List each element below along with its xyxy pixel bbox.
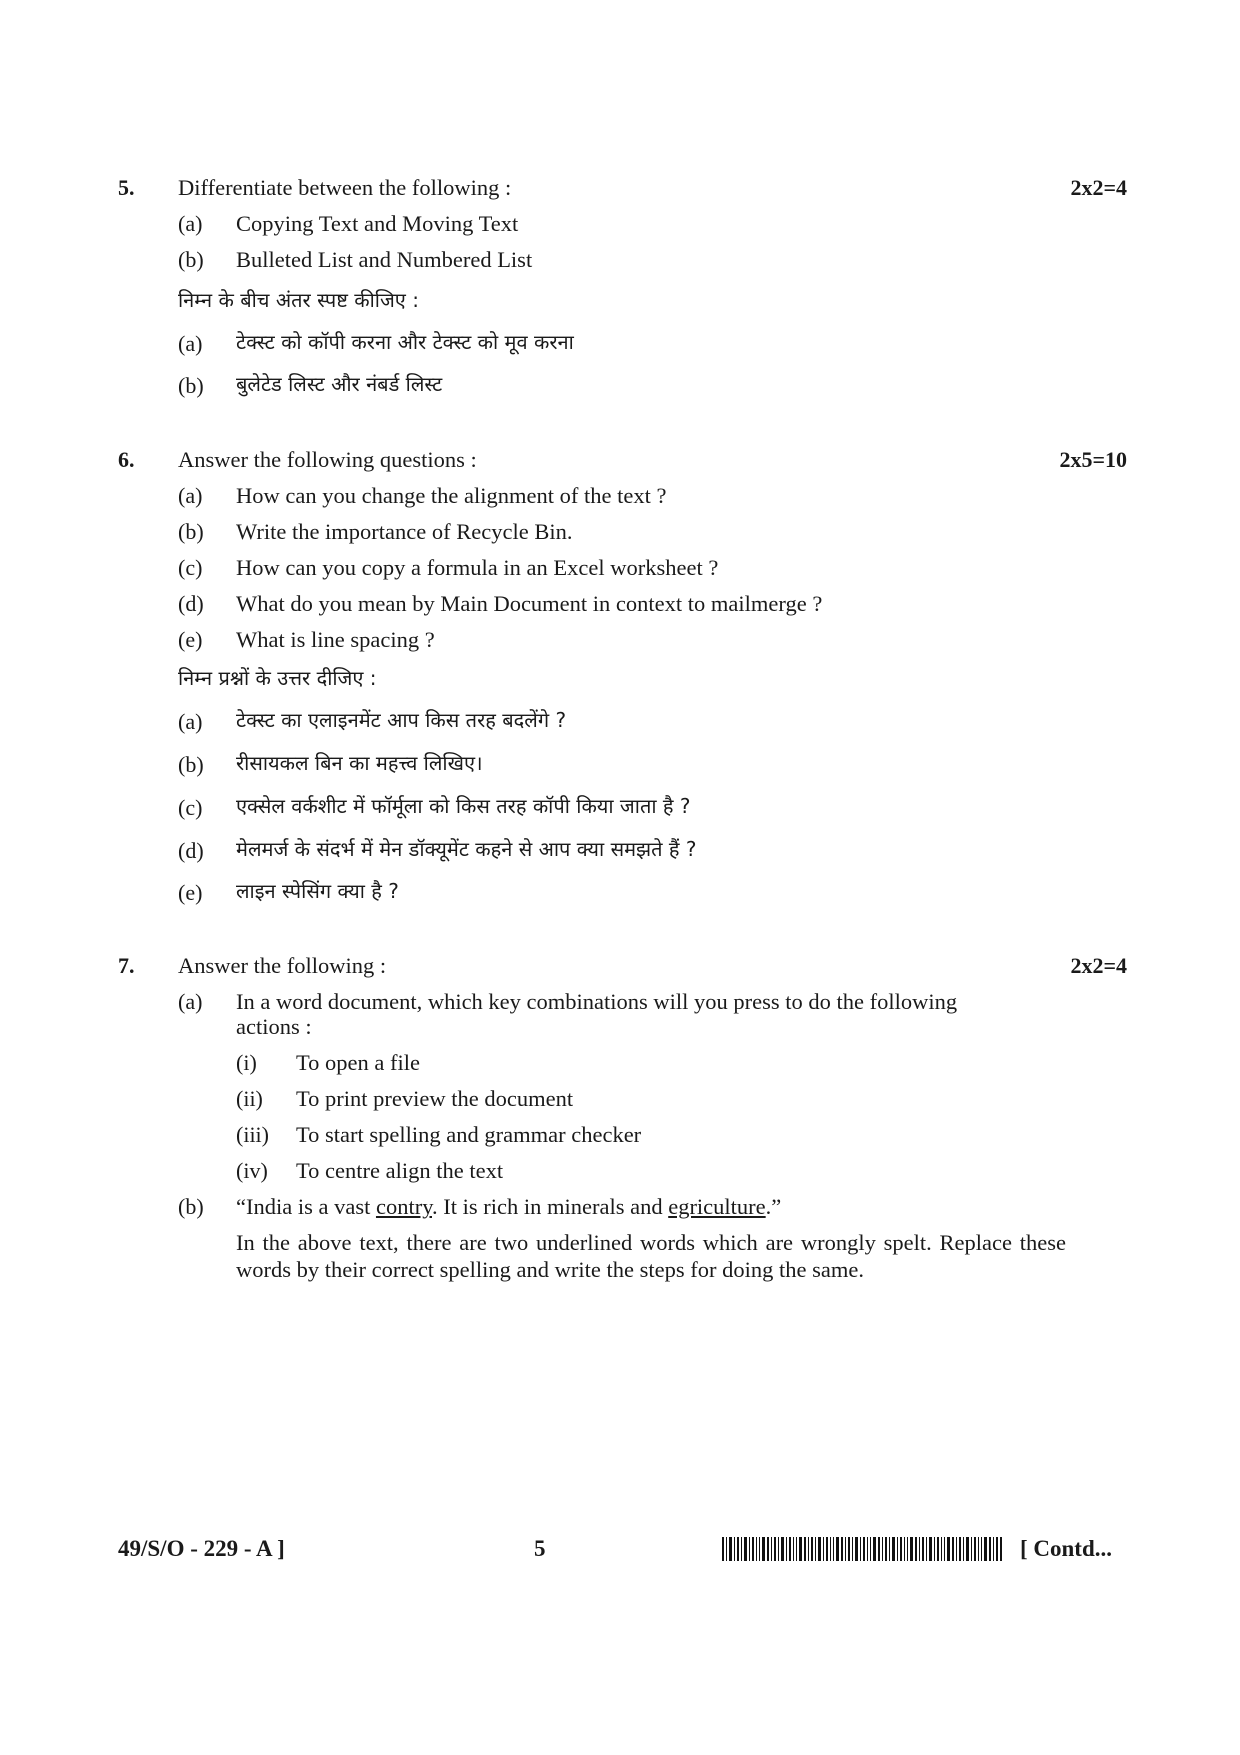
q6-part-e-text: What is line spacing ?: [236, 627, 435, 652]
question-6-number: 6.: [118, 447, 135, 472]
q6-hindi-part-d-text: मेलमर्ज के संदर्भ में मेन डॉक्यूमेंट कहने से आप क्या समझते हैं ?: [236, 837, 697, 861]
misspelled-word-contry: contry: [375, 1194, 432, 1219]
q6-hindi-part-b-label: (b): [178, 752, 204, 777]
q7-part-a-text-line2: actions :: [236, 1014, 312, 1039]
q5-hindi-part-b-text: बुलेटेड लिस्ट और नंबर्ड लिस्ट: [236, 372, 443, 396]
q5-part-b-label: (b): [178, 247, 204, 272]
q7-subpart-iii-text: To start spelling and grammar checker: [296, 1122, 642, 1147]
q6-hindi-part-c-label: (c): [178, 795, 203, 820]
q7-subpart-iv-text: To centre align the text: [296, 1158, 504, 1183]
q7-subpart-iii-label: (iii): [236, 1122, 269, 1147]
continued-marker: [ Contd...: [1020, 1536, 1113, 1561]
q5-hindi-part-a-label: (a): [178, 331, 203, 356]
question-5-text: Differentiate between the following :: [178, 175, 512, 200]
q6-hindi-part-e-label: (e): [178, 880, 203, 905]
q6-part-a-label: (a): [178, 483, 203, 508]
q6-part-c-text: How can you copy a formula in an Excel worksheet ?: [236, 555, 719, 580]
q6-part-b-text: Write the importance of Recycle Bin.: [236, 519, 573, 544]
q7-part-a-text-line1: In a word document, which key combinations will you press to do the following: [236, 989, 958, 1014]
question-6-marks: 2x5=10: [1059, 447, 1127, 472]
question-7-number: 7.: [118, 953, 135, 978]
q6-part-c-label: (c): [178, 555, 203, 580]
q5-part-a-label: (a): [178, 211, 203, 236]
q7-part-b-label: (b): [178, 1194, 204, 1219]
quote-mid: . It is rich in minerals and: [432, 1194, 669, 1219]
q5-hindi-part-b-label: (b): [178, 373, 204, 398]
q6-hindi-part-a-text: टेक्स्ट का एलाइनमेंट आप किस तरह बदलेंगे ?: [236, 708, 567, 732]
q7-part-b-instruction: In the above text, there are two underlined words which are wrongly spelt. Replace these words by their correct spelling and write the steps for doing the same.: [236, 1230, 1066, 1282]
q6-hindi-part-c-text: एक्सेल वर्कशीट में फॉर्मूला को किस तरह कॉपी किया जाता है ?: [236, 794, 691, 818]
question-7-marks: 2x2=4: [1070, 953, 1127, 978]
q7-subpart-ii-text: To print preview the document: [296, 1086, 574, 1111]
q7-subpart-i-text: To open a file: [296, 1050, 421, 1075]
question-5-number: 5.: [118, 175, 135, 200]
q6-part-a-text: How can you change the alignment of the text ?: [236, 483, 667, 508]
q6-part-e-label: (e): [178, 627, 203, 652]
quote-close: .”: [765, 1194, 782, 1219]
q6-hindi-part-b-text: रीसायकल बिन का महत्त्व लिखिए।: [236, 751, 483, 775]
q6-hindi-part-a-label: (a): [178, 709, 203, 734]
question-5-marks: 2x2=4: [1070, 175, 1127, 200]
q6-part-d-label: (d): [178, 591, 204, 616]
q7-part-b-quote: [236, 1193, 781, 1221]
q6-hindi-part-d-label: (d): [178, 838, 204, 863]
page-number: 5: [534, 1536, 546, 1561]
q6-hindi-text: निम्न प्रश्नों के उत्तर दीजिए :: [178, 666, 377, 690]
q5-part-a-text: Copying Text and Moving Text: [236, 211, 519, 236]
q7-subpart-ii-label: (ii): [236, 1086, 263, 1111]
q7-subpart-i-label: (i): [236, 1050, 257, 1075]
barcode-icon: [722, 1537, 1002, 1561]
quote-open: “India is a vast: [236, 1194, 376, 1219]
q6-part-b-label: (b): [178, 519, 204, 544]
q7-part-a-label: (a): [178, 989, 203, 1014]
q6-hindi-part-e-text: लाइन स्पेसिंग क्या है ?: [236, 879, 399, 903]
q5-hindi-text: निम्न के बीच अंतर स्पष्ट कीजिए :: [178, 288, 419, 312]
misspelled-word-egriculture: egriculture: [668, 1194, 766, 1219]
question-6-text: Answer the following questions :: [178, 447, 477, 472]
q5-hindi-part-a-text: टेक्स्ट को कॉपी करना और टेक्स्ट को मूव करना: [236, 330, 574, 354]
paper-code: 49/S/O - 229 - A ]: [118, 1536, 285, 1561]
q5-part-b-text: Bulleted List and Numbered List: [236, 247, 533, 272]
q7-subpart-iv-label: (iv): [236, 1158, 268, 1183]
q6-part-d-text: What do you mean by Main Document in context to mailmerge ?: [236, 591, 823, 616]
question-7-text: Answer the following :: [178, 953, 387, 978]
